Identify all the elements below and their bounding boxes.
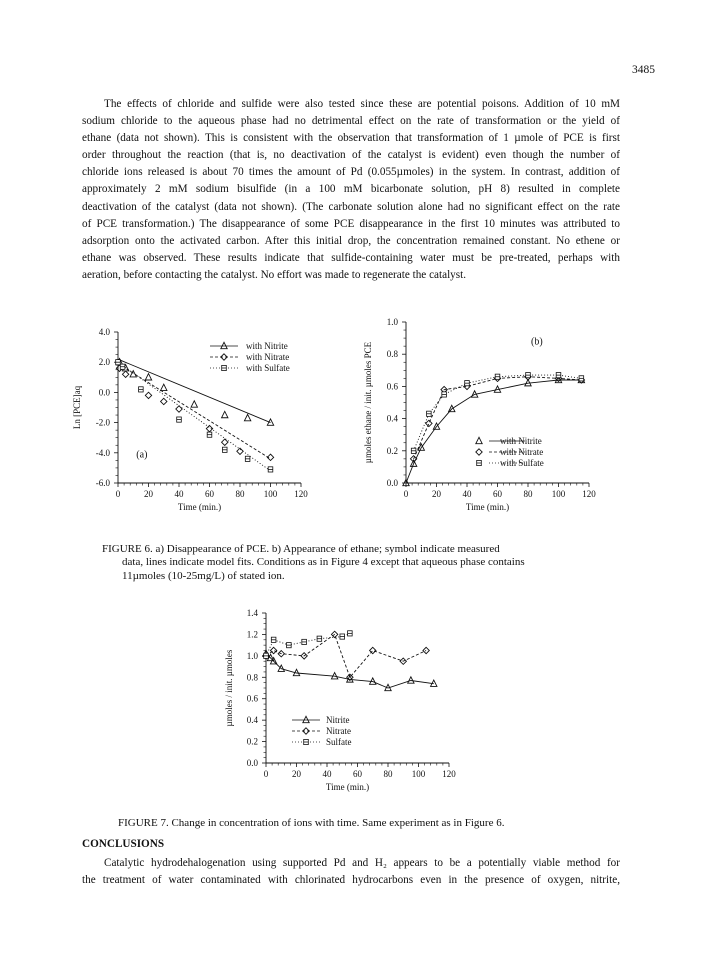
data-point-triangle xyxy=(278,665,284,671)
y-tick-label: 2.0 xyxy=(98,357,110,368)
x-tick-label: 60 xyxy=(353,769,362,779)
x-tick-label: 80 xyxy=(523,489,533,499)
data-point-square-hatched xyxy=(495,374,500,379)
x-tick-label: 20 xyxy=(292,769,301,779)
data-point-square-hatched xyxy=(120,364,125,369)
data-point-diamond xyxy=(145,392,151,398)
x-axis-label: Time (min.) xyxy=(177,502,222,512)
data-point-triangle xyxy=(116,359,122,365)
y-tick-label: -6.0 xyxy=(95,478,110,488)
text-line: The effects of chloride and sulfide were also tested since these are potential poisons. Addition of 10 mM xyxy=(104,98,620,110)
data-point-diamond xyxy=(494,375,500,381)
y-tick-label: 0.8 xyxy=(246,672,258,683)
data-point-square-hatched xyxy=(139,387,144,392)
data-point-triangle xyxy=(410,460,416,466)
data-point-square-hatched xyxy=(465,381,470,386)
data-point-triangle xyxy=(244,414,250,420)
data-point-diamond xyxy=(426,420,432,426)
y-tick-label: 0.2 xyxy=(246,736,258,747)
x-tick-label: 0 xyxy=(115,489,121,499)
legend-label: Sulfate xyxy=(326,737,352,747)
legend-marker xyxy=(222,365,227,370)
x-axis-label: Time (min.) xyxy=(465,502,510,512)
legend-label: with Sulfate xyxy=(500,458,544,468)
text-line: sodium chloride to the aqueous phase had no detrimental effect on the rate of transformation or the yield of xyxy=(82,115,620,128)
data-point-square-hatched xyxy=(116,360,121,365)
text-line: ethane (data not shown). This is consistent with the observation that transformation of 1 µmole of PCE is first xyxy=(82,132,620,145)
data-point-square-hatched xyxy=(317,636,322,641)
data-point-diamond xyxy=(555,375,561,381)
data-point-square-hatched xyxy=(222,447,227,452)
x-tick-label: 120 xyxy=(442,769,456,779)
page-number: 3485 xyxy=(632,64,655,76)
y-axis-label: µmoles / init. µmoles xyxy=(224,649,234,727)
data-point-diamond xyxy=(525,374,531,380)
caption-line: data, lines indicate model fits. Conditions as in Figure 4 except that aqueous phase contains xyxy=(122,556,525,569)
y-tick-label: 1.0 xyxy=(246,650,258,661)
legend-marker xyxy=(221,354,227,360)
data-point-square-hatched xyxy=(411,448,416,453)
y-tick-label: 0.0 xyxy=(98,387,110,398)
data-point-triangle xyxy=(449,405,455,411)
data-point-square-hatched xyxy=(302,639,307,644)
text-line: chloride ions released is about 70 times the amount of Pd (0.055µmoles) in the system. In contrast, addition of xyxy=(82,166,620,179)
caption-line: 11µmoles (10-25mg/L) of stated ion. xyxy=(122,569,285,582)
data-point-triangle xyxy=(293,669,299,675)
legend-marker xyxy=(476,449,482,455)
y-tick-label: 1.0 xyxy=(386,317,398,327)
series-line-with-sulfate xyxy=(118,362,271,471)
section-heading: CONCLUSIONS xyxy=(82,838,165,850)
legend-marker xyxy=(476,437,482,443)
x-tick-label: 40 xyxy=(174,489,184,499)
series-line-with-nitrite xyxy=(406,380,581,483)
series-line-with-nitrite xyxy=(118,359,271,422)
data-point-triangle xyxy=(431,680,437,686)
series-line-nitrite xyxy=(266,654,434,688)
data-point-triangle xyxy=(471,391,477,397)
series-line-with-nitrate xyxy=(414,377,582,459)
data-point-triangle xyxy=(130,371,136,377)
y-tick-label: -2.0 xyxy=(95,417,110,428)
data-point-diamond xyxy=(222,439,228,445)
text-line: adsorption onto the activated carbon. After this initial drop, the concentration remained constant. No ethene or xyxy=(82,234,620,247)
caption-line: FIGURE 6. a) Disappearance of PCE. b) Appearance of ethane; symbol indicate measured xyxy=(102,543,500,555)
legend-label: with Sulfate xyxy=(246,363,290,373)
data-point-triangle xyxy=(403,479,409,485)
data-point-diamond xyxy=(270,647,276,653)
data-point-diamond xyxy=(267,454,273,460)
x-tick-label: 20 xyxy=(144,489,153,499)
data-point-triangle xyxy=(370,678,376,684)
legend-marker xyxy=(477,460,482,465)
y-axis-label: Ln [PCE]aq xyxy=(72,385,82,430)
y-axis-label: µmoles ethane / init. µmoles PCE xyxy=(363,341,373,464)
conclusions-paragraph xyxy=(82,855,620,889)
y-tick-label: 0.8 xyxy=(386,349,398,360)
legend-marker xyxy=(221,342,227,348)
text-line: Catalytic hydrodehalogenation using supported Pd and H₂ appears to be a potentially viable method for xyxy=(104,857,620,869)
legend-marker xyxy=(303,716,309,722)
x-tick-label: 20 xyxy=(432,489,441,499)
data-point-square-hatched xyxy=(579,376,584,381)
data-point-square-hatched xyxy=(268,467,273,472)
data-point-square-hatched xyxy=(177,417,182,422)
x-tick-label: 80 xyxy=(383,769,393,779)
y-tick-label: 4.0 xyxy=(98,327,110,337)
y-tick-label: 0.4 xyxy=(386,413,398,424)
x-tick-label: 120 xyxy=(294,489,308,499)
legend-label: Nitrite xyxy=(326,715,350,725)
data-point-triangle xyxy=(267,654,273,660)
data-point-diamond xyxy=(400,658,406,664)
series-line-with-nitrate xyxy=(118,364,271,459)
y-tick-label: 0.2 xyxy=(386,445,398,456)
x-tick-label: 100 xyxy=(411,769,426,779)
data-point-triangle xyxy=(433,423,439,429)
data-point-diamond xyxy=(423,647,429,653)
y-tick-label: 0.6 xyxy=(386,381,398,392)
data-point-square-hatched xyxy=(340,634,345,639)
data-point-square-hatched xyxy=(264,653,269,658)
y-tick-label: 1.4 xyxy=(246,608,258,618)
data-point-diamond xyxy=(116,365,122,371)
text-line: approximately 2 mM sodium bisulfide (in a 100 mM bicarbonate solution, pH 8) resulted in complete xyxy=(82,183,620,196)
x-tick-label: 100 xyxy=(263,489,278,499)
text-line: of PCE transformation.) The disappearance of some PCE disappearance in the first 10 minutes was attributed to xyxy=(82,217,620,230)
legend-label: with Nitrate xyxy=(500,447,544,457)
x-tick-label: 40 xyxy=(322,769,332,779)
y-tick-label: 0.0 xyxy=(246,758,258,768)
data-point-diamond xyxy=(331,631,337,637)
x-tick-label: 0 xyxy=(263,769,269,779)
legend-label: with Nitrate xyxy=(246,352,290,362)
text-line: deactivation of the catalyst (data not shown). (The carbonate solution alone had no significant effect on the rate xyxy=(82,200,620,213)
data-point-diamond xyxy=(263,653,269,659)
x-tick-label: 80 xyxy=(235,489,245,499)
data-point-triangle xyxy=(555,376,561,382)
data-point-triangle xyxy=(331,673,337,679)
data-point-diamond xyxy=(410,456,416,462)
x-tick-label: 60 xyxy=(493,489,502,499)
y-tick-label: -4.0 xyxy=(95,447,110,458)
data-point-triangle xyxy=(525,379,531,385)
panel-label: (b) xyxy=(531,336,543,348)
data-point-triangle xyxy=(263,650,269,656)
x-tick-label: 40 xyxy=(462,489,472,499)
series-line-nitrate xyxy=(266,634,426,677)
x-tick-label: 60 xyxy=(205,489,214,499)
y-tick-label: 0.6 xyxy=(246,693,258,704)
figure6-caption xyxy=(102,543,602,583)
data-point-diamond xyxy=(278,651,284,657)
x-tick-label: 0 xyxy=(403,489,409,499)
series-line-with-sulfate xyxy=(414,375,582,451)
legend-label: Nitrate xyxy=(326,726,351,736)
data-point-triangle xyxy=(408,677,414,683)
data-point-triangle xyxy=(145,374,151,380)
data-point-diamond xyxy=(578,377,584,383)
text-line: the treatment of water contaminated with chlorinated hydrocarbons even in the presence of oxygen, nitrite, xyxy=(82,874,620,887)
data-point-square-hatched xyxy=(526,373,531,378)
data-point-diamond xyxy=(161,398,167,404)
x-axis-label: Time (min.) xyxy=(325,782,370,792)
data-point-triangle xyxy=(494,386,500,392)
data-point-diamond xyxy=(464,383,470,389)
data-point-diamond xyxy=(206,425,212,431)
text-line: aeration, before contacting the catalyst. No effort was made to regenerate the catalyst. xyxy=(82,268,467,281)
legend-label: with Nitrite xyxy=(500,436,542,446)
panel-label: (a) xyxy=(136,449,148,461)
data-point-diamond xyxy=(441,386,447,392)
data-point-triangle xyxy=(191,401,197,407)
data-point-triangle xyxy=(418,444,424,450)
data-point-triangle xyxy=(270,658,276,664)
text-line: ethane was observed. These results indicate that sulfide-containing water must be pre-treated, perhaps with xyxy=(82,251,620,264)
data-point-square-hatched xyxy=(271,637,276,642)
figure7-caption: FIGURE 7. Change in concentration of ions with time. Same experiment as in Figure 6. xyxy=(118,817,505,829)
data-point-diamond xyxy=(301,653,307,659)
data-point-triangle xyxy=(161,384,167,390)
x-tick-label: 100 xyxy=(551,489,566,499)
legend-label: with Nitrite xyxy=(246,341,288,351)
data-point-diamond xyxy=(347,674,353,680)
data-point-triangle xyxy=(578,376,584,382)
y-tick-label: 0.0 xyxy=(386,478,398,488)
data-point-square-hatched xyxy=(427,411,432,416)
y-tick-label: 0.4 xyxy=(246,715,258,726)
data-point-square-hatched xyxy=(348,631,353,636)
series-line-sulfate xyxy=(266,633,350,656)
data-point-triangle xyxy=(385,684,391,690)
data-point-diamond xyxy=(370,647,376,653)
data-point-square-hatched xyxy=(287,643,292,648)
data-point-triangle xyxy=(267,419,273,425)
data-point-square-hatched xyxy=(556,373,561,378)
body-paragraph xyxy=(82,96,620,284)
data-point-square-hatched xyxy=(207,432,212,437)
data-point-triangle xyxy=(122,365,128,371)
data-point-square-hatched xyxy=(245,456,250,461)
legend-marker xyxy=(303,728,309,734)
x-tick-label: 120 xyxy=(582,489,596,499)
data-point-diamond xyxy=(176,406,182,412)
data-point-triangle xyxy=(347,676,353,682)
text-line: order throughout the reaction (that is, no deactivation of the catalyst is evident) even though the number of xyxy=(82,149,620,162)
y-tick-label: 1.2 xyxy=(246,629,258,640)
data-point-diamond xyxy=(237,448,243,454)
legend-marker xyxy=(304,739,309,744)
data-point-diamond xyxy=(122,371,128,377)
data-point-triangle xyxy=(222,411,228,417)
data-point-square-hatched xyxy=(442,392,447,397)
